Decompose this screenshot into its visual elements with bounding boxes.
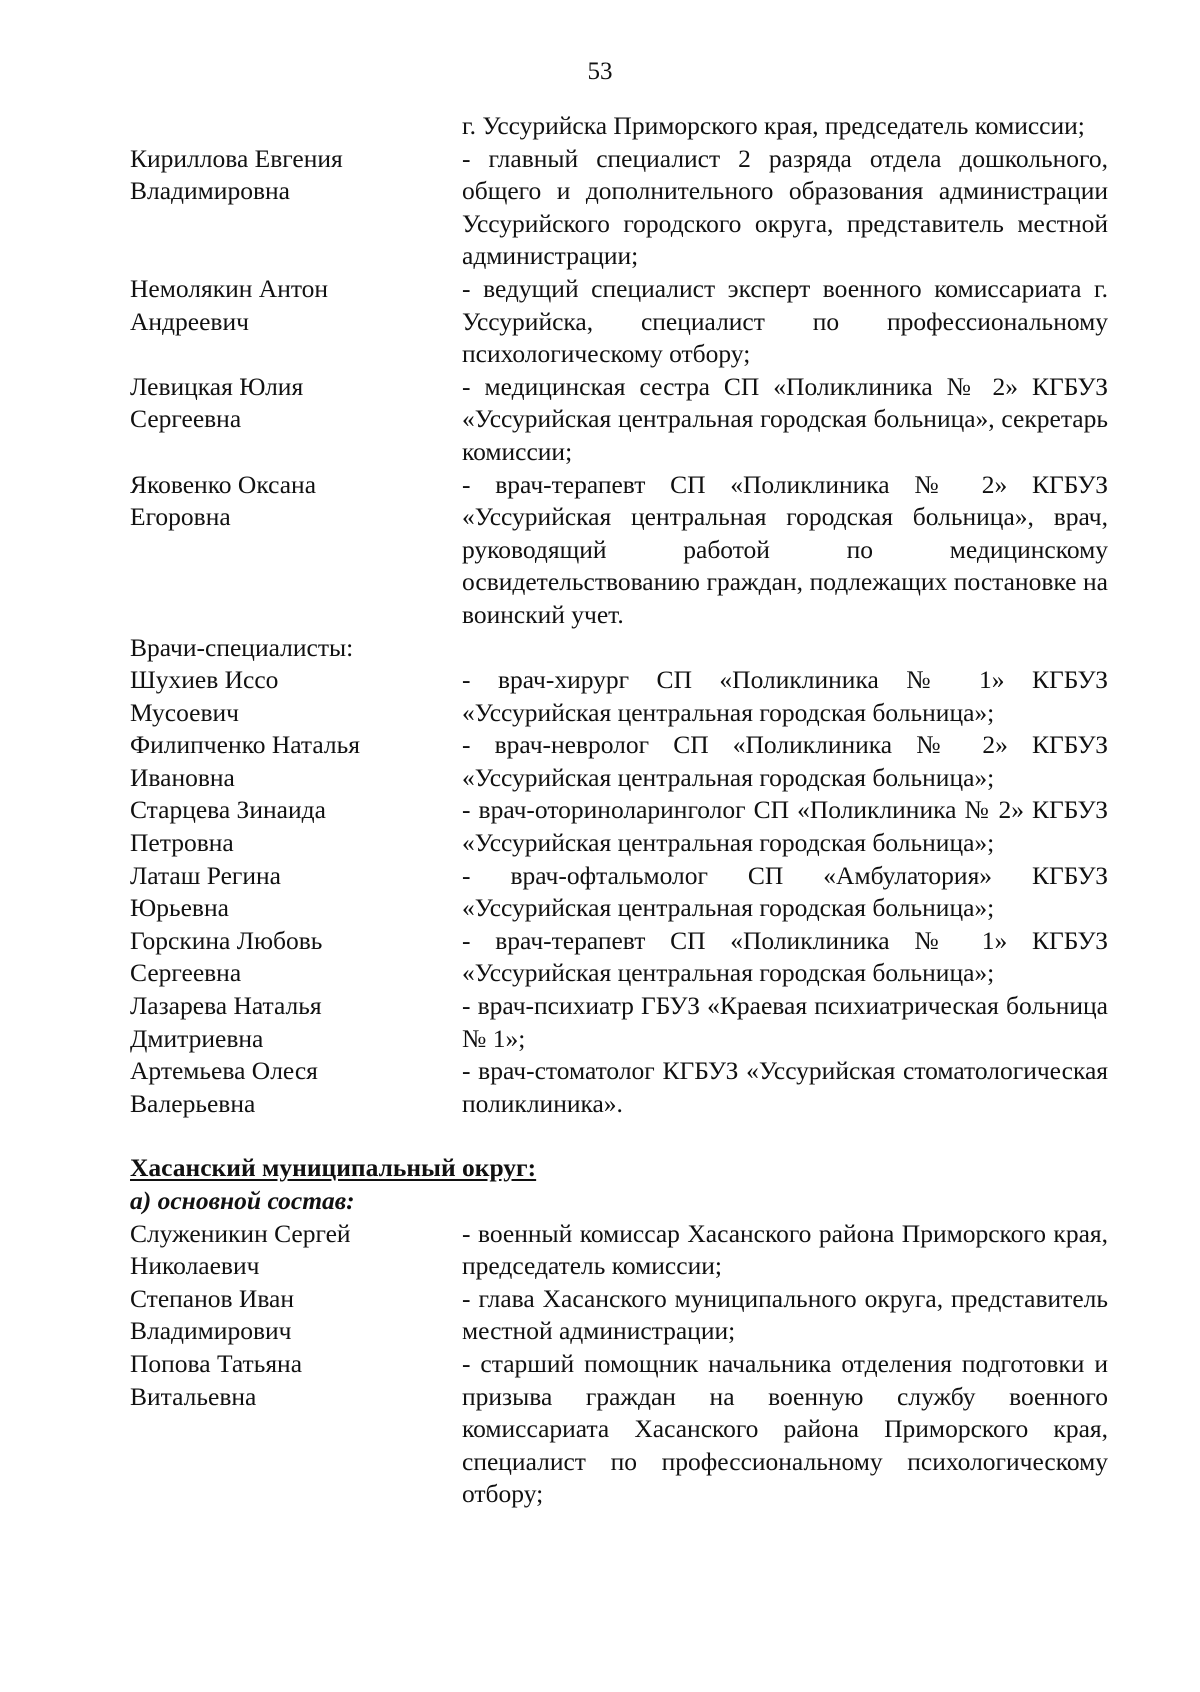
list-item [130, 794, 1108, 859]
section-title: Хасанский муниципальный округ: [130, 1153, 537, 1183]
list-item [130, 925, 1108, 990]
person-name: Старцева Зинаида Петровна [130, 795, 326, 858]
list-item [130, 371, 1108, 469]
person-position: - главный специалист 2 разряда отдела дошкольного, общего и дополнительного образования администрации Уссурийского городского округа, представитель местной администрации; [462, 143, 1108, 271]
list-item [130, 273, 1108, 371]
person-name [130, 110, 462, 143]
person-position: - глава Хасанского муниципального округа, представитель местной администрации; [462, 1283, 1108, 1346]
person-position: - медицинская сестра СП «Поликлиника № 2» КГБУЗ «Уссурийская центральная городская больница», секретарь комиссии; [462, 371, 1108, 466]
list-item [130, 1283, 1108, 1348]
list-item [130, 664, 1108, 729]
person-name: Немолякин Антон Андреевич [130, 273, 329, 336]
list-item [130, 143, 1108, 273]
entries-section [130, 1218, 1108, 1511]
specialists-label: Врачи-специалисты: [130, 632, 354, 662]
person-name: Кириллова Евгения Владимировна [130, 143, 343, 206]
list-item [130, 469, 1108, 632]
list-item [130, 860, 1108, 925]
list-item [130, 1218, 1108, 1283]
person-name: Степанов Иван Владимирович [130, 1283, 294, 1346]
page-number: 53 [587, 58, 613, 85]
person-name: Левицкая Юлия Сергеевна [130, 371, 304, 434]
person-name: Латаш Регина Юрьевна [130, 860, 281, 923]
person-position: - ведущий специалист эксперт военного комиссариата г. Уссурийска, специалист по профессиональному психологическому отбору; [462, 273, 1108, 369]
document-body [130, 110, 1108, 1511]
entries-specialists [130, 664, 1108, 1120]
list-item [130, 729, 1108, 794]
list-item [130, 1055, 1108, 1120]
person-position: - старший помощник начальника отделения подготовки и призыва граждан на военную службу военного комиссариата Хасанского района Приморского края, специалист по профессиональному психологическому отбору; [462, 1348, 1108, 1509]
person-position: г. Уссурийска Приморского края, председатель комиссии; [462, 111, 1085, 140]
person-position: - врач-невролог СП «Поликлиника № 2» КГБУЗ «Уссурийская центральная городская больница»; [462, 730, 1108, 792]
person-name: Шухиев Иссо Мусоевич [130, 665, 279, 727]
section-gap [130, 1120, 1108, 1152]
list-item [130, 990, 1108, 1055]
list-item [130, 1348, 1108, 1511]
person-name: Филипченко Наталья Ивановна [130, 730, 360, 792]
person-position: - врач-терапевт СП «Поликлиника № 1» КГБУЗ «Уссурийская центральная городская больница»; [462, 925, 1108, 988]
person-name: Яковенко Оксана Егоровна [130, 469, 317, 532]
person-position: - врач-психиатр ГБУЗ «Краевая психиатрическая больница № 1»; [462, 991, 1108, 1053]
list-item [130, 110, 1108, 143]
person-position: - военный комиссар Хасанского района Приморского края, председатель комиссии; [462, 1218, 1108, 1281]
person-position: - врач-офтальмолог СП «Амбулатория» КГБУЗ «Уссурийская центральная городская больница»; [462, 860, 1108, 923]
person-name: Горскина Любовь Сергеевна [130, 925, 323, 988]
person-position: - врач-оториноларинголог СП «Поликлиника № 2» КГБУЗ «Уссурийская центральная городская больница»; [462, 795, 1108, 858]
person-name: Артемьева Олеся Валерьевна [130, 1056, 318, 1118]
person-name: Лазарева Наталья Дмитриевна [130, 991, 322, 1053]
person-position: - врач-терапевт СП «Поликлиника № 2» КГБУЗ «Уссурийская центральная городская больница», врач, руководящий работой по медицинскому освидетельствованию граждан, подлежащих постановке на воинский учет. [462, 469, 1108, 629]
person-name: Служеникин Сергей Николаевич [130, 1218, 351, 1281]
person-position: - врач-хирург СП «Поликлиника № 1» КГБУЗ «Уссурийская центральная городская больница»; [462, 665, 1108, 727]
person-position: - врач-стоматолог КГБУЗ «Уссурийская стоматологическая поликлиника». [462, 1056, 1108, 1118]
subsection-title: а) основной состав: [130, 1186, 355, 1215]
entries-top [130, 110, 1108, 632]
person-name: Попова Татьяна Витальевна [130, 1348, 303, 1411]
